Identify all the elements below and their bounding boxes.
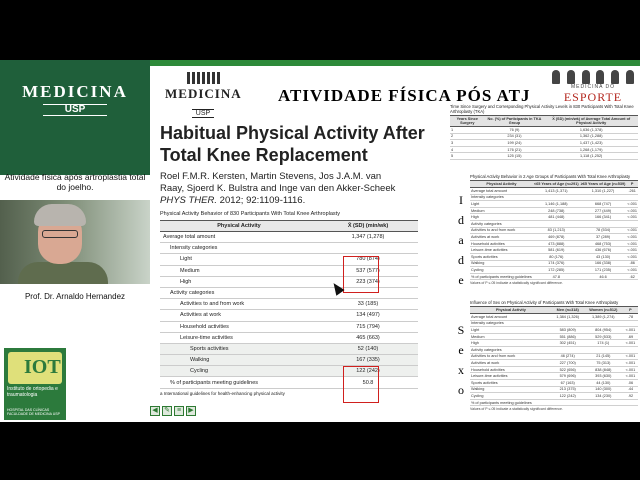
back-icon[interactable]: ◀ xyxy=(150,406,160,416)
table-cell: 581 (619) xyxy=(533,247,580,254)
table-cell: 668 (747) xyxy=(580,201,627,208)
table-note: Values of P ≤.05 indicate a statistically significant difference. xyxy=(470,407,563,412)
table-cell: 174 (1) xyxy=(584,340,623,347)
table-cell: Activities at work xyxy=(470,360,552,367)
table-cell: 47.8 xyxy=(533,273,580,280)
table-cell: Sports activities xyxy=(470,253,533,260)
iot-logo-icon: IOT xyxy=(8,352,62,384)
table-cell: 134 (230) xyxy=(584,393,623,400)
table-cell: <.001 xyxy=(623,366,638,373)
table-cell: 43 (130) xyxy=(580,253,627,260)
table-row xyxy=(450,153,638,160)
table-cell: Walking xyxy=(470,260,533,267)
menu-icon[interactable]: ≡ xyxy=(174,406,184,416)
table-cell: 227 (700) xyxy=(552,360,584,367)
table-row xyxy=(470,393,638,400)
table-row xyxy=(470,320,638,327)
table-note: Values of P ≤.05 indicate a statistically significant difference. xyxy=(470,281,563,286)
table-cell: 172 (285) xyxy=(533,267,580,274)
table-cell: 176 (21) xyxy=(485,146,545,153)
table-cell: <.001 xyxy=(623,353,638,360)
table-cell: <.001 xyxy=(623,327,638,334)
table-cell: 473 (888) xyxy=(533,240,580,247)
table-cell: Activities at work xyxy=(470,234,533,241)
column-header: X̄ (SD) (min/wk) xyxy=(318,221,418,232)
table-cell: 302 (451) xyxy=(552,340,584,347)
row-value: 122 (242) xyxy=(318,366,418,377)
table-cell: .06 xyxy=(623,379,638,386)
table-cell: 1,437 (1,423) xyxy=(544,140,638,147)
table-row xyxy=(160,310,418,321)
row-value: 134 (497) xyxy=(318,310,418,321)
columns-icon xyxy=(165,72,241,84)
table-cell xyxy=(533,194,580,201)
table-cell: 468 (753) xyxy=(580,240,627,247)
row-value: 33 (185) xyxy=(318,299,418,310)
row-label: Average total amount xyxy=(160,232,318,243)
table-cell: 1,118 (1,252) xyxy=(544,153,638,160)
slide-title: ATIVIDADE FÍSICA PÓS ATJ xyxy=(278,86,531,105)
table-row xyxy=(450,140,638,147)
table-row xyxy=(450,127,638,134)
table-row xyxy=(470,333,638,340)
row-label: Intensity categories xyxy=(160,243,318,254)
row-value: 223 (374) xyxy=(318,276,418,287)
table-caption: Influence of Sex on Physical Activity of Participants With Total Knee Arthroplasty xyxy=(470,300,619,305)
table-row xyxy=(450,146,638,153)
lecture-caption: Atividade física após artroplastia total do joelho. xyxy=(4,172,146,192)
table-cell: Light xyxy=(470,201,533,208)
edit-icon[interactable]: ✎ xyxy=(162,406,172,416)
table-cell: Leisure-time activities xyxy=(470,247,533,254)
table-cell: 67 (163) xyxy=(552,379,584,386)
institute-name: Instituto de ortopedia e traumatologia xyxy=(7,386,58,398)
table-cell: 21 (145) xyxy=(584,353,623,360)
table-cell: <.001 xyxy=(627,248,637,253)
table-cell: Cycling xyxy=(470,393,552,400)
table-row xyxy=(160,232,418,243)
row-label: Activities at work xyxy=(160,310,318,321)
table-cell: High xyxy=(470,214,533,221)
table-cell: % of participants meeting guidelines xyxy=(470,399,552,406)
table-cell: 1,362 (1,288) xyxy=(544,133,638,140)
row-label: Activities to and from work xyxy=(160,299,318,310)
table-cell xyxy=(623,346,638,353)
table-caption: Physical Activity Behavior of 830 Participants With Total Knee Arthroplasty xyxy=(160,211,340,217)
slide-navigation xyxy=(150,406,196,418)
table-cell: Medium xyxy=(470,207,533,214)
brand-right-small: MEDICINA DO xyxy=(570,84,616,90)
table-cell: 46.6 xyxy=(580,273,627,280)
table-cell: Activity categories xyxy=(470,220,533,227)
usp-logo: USP xyxy=(43,104,107,116)
row-label: Light xyxy=(160,254,318,265)
table-cell: 551 (886) xyxy=(552,333,584,340)
table-row xyxy=(470,194,638,201)
table-cell xyxy=(584,399,623,406)
row-label: % of participants meeting guidelines xyxy=(160,377,318,388)
table-row xyxy=(450,133,638,140)
row-value xyxy=(318,243,418,254)
row-value: 52 (140) xyxy=(318,343,418,354)
table-cell: Activities to and from work xyxy=(470,227,533,234)
table-row xyxy=(470,346,638,353)
table-cell: <.001 xyxy=(623,373,638,380)
table-cell: 140 (300) xyxy=(584,386,623,393)
row-value: 537 (577) xyxy=(318,265,418,276)
activity-table xyxy=(160,220,418,389)
table-cell: .62 xyxy=(626,273,638,280)
table-row xyxy=(160,287,418,298)
article-excerpt xyxy=(160,122,452,412)
table-cell: 1,636 (1,378) xyxy=(544,127,638,134)
table-row xyxy=(470,188,638,195)
table-row xyxy=(470,366,638,373)
column-header: X̄ (SD) (min/wk) of Average Total Amount of Physical Activity xyxy=(544,116,638,127)
table-cell: Average total amount xyxy=(470,188,533,195)
table-cell: 2 xyxy=(450,133,485,140)
table-cell: .44 xyxy=(623,386,638,393)
table-cell xyxy=(584,346,623,353)
row-label: Medium xyxy=(160,265,318,276)
table-row xyxy=(160,276,418,287)
table-cell: 393 (630) xyxy=(584,373,623,380)
table-row xyxy=(160,243,418,254)
presentation-slide xyxy=(150,60,640,422)
table-cell: <.001 xyxy=(627,254,637,259)
table-row xyxy=(470,399,638,406)
table-cell: 75 (313) xyxy=(584,360,623,367)
table-cell: 1,310 (1,227) xyxy=(580,188,627,195)
glasses xyxy=(42,230,78,238)
table-cell: 469 (878) xyxy=(533,234,580,241)
institute-logo xyxy=(4,348,66,420)
table-cell: 522 (656) xyxy=(552,366,584,373)
column-header: ≥65 Years of Age (n=539) xyxy=(580,182,626,186)
table-row xyxy=(470,240,638,247)
table-cell: <.001 xyxy=(627,201,637,206)
forward-icon[interactable]: ▶ xyxy=(186,406,196,416)
table-row xyxy=(160,332,418,343)
row-label: Household activities xyxy=(160,321,318,332)
table-row xyxy=(470,201,638,208)
table-row xyxy=(160,299,418,310)
table-row xyxy=(160,265,418,276)
sidebar-header xyxy=(0,60,150,175)
presenter-body xyxy=(18,262,108,284)
table-footnote: a International guidelines for health-enhancing physical activity xyxy=(160,390,285,396)
row-value: 50.8 xyxy=(318,377,418,388)
table-cell: Household activities xyxy=(470,240,533,247)
row-label: Sports activities xyxy=(160,343,318,354)
table-cell: <.001 xyxy=(623,340,638,347)
table-row xyxy=(470,386,638,393)
table-cell: 481 (448) xyxy=(533,214,580,221)
table-row xyxy=(160,366,418,377)
table-row xyxy=(160,377,418,388)
presenter-hair xyxy=(34,204,86,226)
article-authors: Roel F.M.R. Kersten, Martin Stevens, Jos J.A.M. van Raay, Sjoerd K. Bulstra and Inge van den Akker-Scheek xyxy=(160,171,396,194)
table-cell xyxy=(580,194,627,201)
row-value: 715 (794) xyxy=(318,321,418,332)
letterbox-bottom xyxy=(0,422,640,480)
table-cell: 174 (376) xyxy=(533,260,580,267)
table-cell xyxy=(552,399,584,406)
table-cell: Intensity categories xyxy=(470,320,552,327)
column-header: Physical Activity xyxy=(470,307,552,314)
table-row xyxy=(470,327,638,334)
table-cell: 125 (15) xyxy=(485,153,545,160)
slide-brand-left xyxy=(165,72,241,120)
row-label: Cycling xyxy=(160,366,318,377)
column-header: Physical Activity xyxy=(160,221,318,232)
row-label: High xyxy=(160,276,318,287)
table-cell: 4 xyxy=(450,146,485,153)
table-cell: .86 xyxy=(626,260,638,267)
table-cell: 529 (533) xyxy=(584,333,623,340)
slide-brand-usp: USP xyxy=(192,109,214,118)
table-cell: 83 (1,213) xyxy=(533,227,580,234)
sidebar-brand: MEDICINA xyxy=(22,82,128,101)
vertical-word-idade: I d a d e xyxy=(458,193,464,287)
column-header: <65 Years of Age (n=291) xyxy=(533,182,579,186)
table-cell: 122 (242) xyxy=(552,393,584,400)
column-header: Physical Activity xyxy=(470,181,533,188)
table-row xyxy=(470,220,638,227)
institute-sub: HOSPITAL DAS CLÍNICAS FACULDADE DE MEDICINA USP xyxy=(7,408,60,416)
table-row xyxy=(160,254,418,265)
table-row xyxy=(470,273,638,280)
table-cell: 78 (534) xyxy=(580,227,627,234)
table-cell xyxy=(552,346,584,353)
table-cell: Average total amount xyxy=(470,314,552,321)
table-row xyxy=(470,214,638,221)
table-cell: 171 (235) xyxy=(580,267,627,274)
column-header: P xyxy=(623,307,638,314)
row-value: 780 (874) xyxy=(318,254,418,265)
table-cell: Intensity categories xyxy=(470,194,533,201)
table-row xyxy=(470,253,638,260)
table-cell: Activity categories xyxy=(470,346,552,353)
table-cell: Light xyxy=(470,327,552,334)
table-cell: 46 (274) xyxy=(552,353,584,360)
column-header: P xyxy=(626,181,638,188)
table-caption: Physical Activity Behavior in 2 Age Groups of Participants With Total Knee Arthroplasty xyxy=(470,174,631,179)
table-cell xyxy=(533,220,580,227)
table-row xyxy=(470,340,638,347)
table-cell: 3 xyxy=(450,140,485,147)
row-value: 167 (335) xyxy=(318,355,418,366)
article-citation: PHYS THER. 2012; 92:1109-1116. xyxy=(160,195,306,206)
table-cell: 1 xyxy=(450,127,485,134)
table-cell: 5 xyxy=(450,153,485,160)
table-row xyxy=(470,360,638,367)
table-cell: .261 xyxy=(626,188,638,195)
table-cell: 248 (738) xyxy=(533,207,580,214)
athletes-icon xyxy=(552,70,634,84)
table-cell: 44 (130) xyxy=(584,379,623,386)
table-row xyxy=(470,207,638,214)
row-label: Walking xyxy=(160,355,318,366)
table-cell: <.001 xyxy=(627,208,637,213)
table-cell: 583 (809) xyxy=(552,327,584,334)
table-time-since-surgery xyxy=(450,104,638,160)
article-title: Habitual Physical Activity After Total Knee Replacement xyxy=(160,123,425,165)
table-cell: Activities to and from work xyxy=(470,353,552,360)
table-cell xyxy=(580,220,627,227)
table-row xyxy=(470,379,638,386)
table-cell xyxy=(626,194,638,201)
table-cell: .78 xyxy=(623,314,638,321)
table-row xyxy=(470,353,638,360)
table-sex xyxy=(470,300,638,411)
table-row xyxy=(160,343,418,354)
table-cell: .92 xyxy=(623,393,638,400)
table-row xyxy=(470,234,638,241)
table-cell xyxy=(623,320,638,327)
row-value: 465 (663) xyxy=(318,332,418,343)
highlight-intensity-values xyxy=(343,256,379,293)
table-cell: 277 (449) xyxy=(580,207,627,214)
table-row xyxy=(470,260,638,267)
table-age-groups xyxy=(470,174,638,285)
table-cell: 804 (954) xyxy=(584,327,623,334)
table-cell xyxy=(623,399,638,406)
slide-brand-right xyxy=(552,70,634,105)
column-header: No. (%) of Participants in TKA Group xyxy=(485,116,545,127)
table-row xyxy=(470,373,638,380)
table-cell: <.001 xyxy=(627,241,637,246)
column-header: Women (n=512) xyxy=(584,307,623,314)
table-cell: 1,146 (1,188) xyxy=(533,201,580,208)
table-cell: Leisure-time activities xyxy=(470,373,552,380)
table-cell: 838 (848) xyxy=(584,366,623,373)
table-caption: Time Since Surgery and Corresponding Physical Activity Levels in 830 Participants With Total Knee Arthroplasty (TKA) xyxy=(450,104,634,114)
table-row xyxy=(470,314,638,321)
table-row xyxy=(470,247,638,254)
table-cell: <.001 xyxy=(627,267,637,272)
table-cell: 1,413 (1,371) xyxy=(533,188,580,195)
table-cell: 199 (24) xyxy=(485,140,545,147)
table-row xyxy=(470,267,638,274)
table-cell: 80 (176) xyxy=(533,253,580,260)
table-cell: 579 (696) xyxy=(552,373,584,380)
table-cell: Cycling xyxy=(470,267,533,274)
table-cell xyxy=(626,220,638,227)
letterbox-top xyxy=(0,0,640,60)
table-cell: 234 (31) xyxy=(485,133,545,140)
table-cell: .69 xyxy=(623,333,638,340)
row-label: Leisure-time activities xyxy=(160,332,318,343)
table-cell: 1,268 (1,179) xyxy=(544,146,638,153)
table-cell: 37 (289) xyxy=(580,234,627,241)
table-cell: <.001 xyxy=(627,228,637,233)
sidebar xyxy=(0,60,150,422)
table-row xyxy=(160,321,418,332)
table-cell: Walking xyxy=(470,386,552,393)
table-cell: High xyxy=(470,340,552,347)
table-row xyxy=(470,227,638,234)
column-header: Men (n=318) xyxy=(552,307,584,314)
table-cell xyxy=(584,320,623,327)
row-value: 1,347 (1,278) xyxy=(318,232,418,243)
table-cell: Household activities xyxy=(470,366,552,373)
table-cell: Medium xyxy=(470,333,552,340)
highlight-sport-values xyxy=(343,366,379,403)
column-header: Years Since Surgery xyxy=(450,116,485,127)
table-row xyxy=(160,355,418,366)
table-cell: 166 (338) xyxy=(580,260,627,267)
table-cell: Sports activities xyxy=(470,379,552,386)
presenter-video xyxy=(0,200,150,284)
table-cell: 76 (9) xyxy=(485,127,545,134)
table-cell: 436 (676) xyxy=(580,247,627,254)
table-cell: <.001 xyxy=(627,234,637,239)
table-cell: 1,389 (1,274) xyxy=(584,314,623,321)
table-cell: 166 (341) xyxy=(580,214,627,221)
table-cell xyxy=(552,320,584,327)
table-cell: % of participants meeting guidelines xyxy=(471,274,532,279)
table-cell: 213 (375) xyxy=(552,386,584,393)
presenter-name: Prof. Dr. Arnaldo Hernandez xyxy=(24,292,126,301)
vertical-word-sexo: S e x o xyxy=(457,323,465,397)
row-label: Activity categories xyxy=(160,287,318,298)
brand-right-big: ESPORTE xyxy=(563,90,623,104)
table-cell: 1,384 (1,326) xyxy=(552,314,584,321)
table-cell: <.001 xyxy=(627,215,637,220)
slide-brand-name: MEDICINA xyxy=(165,86,242,101)
table-cell: <.001 xyxy=(623,360,638,367)
